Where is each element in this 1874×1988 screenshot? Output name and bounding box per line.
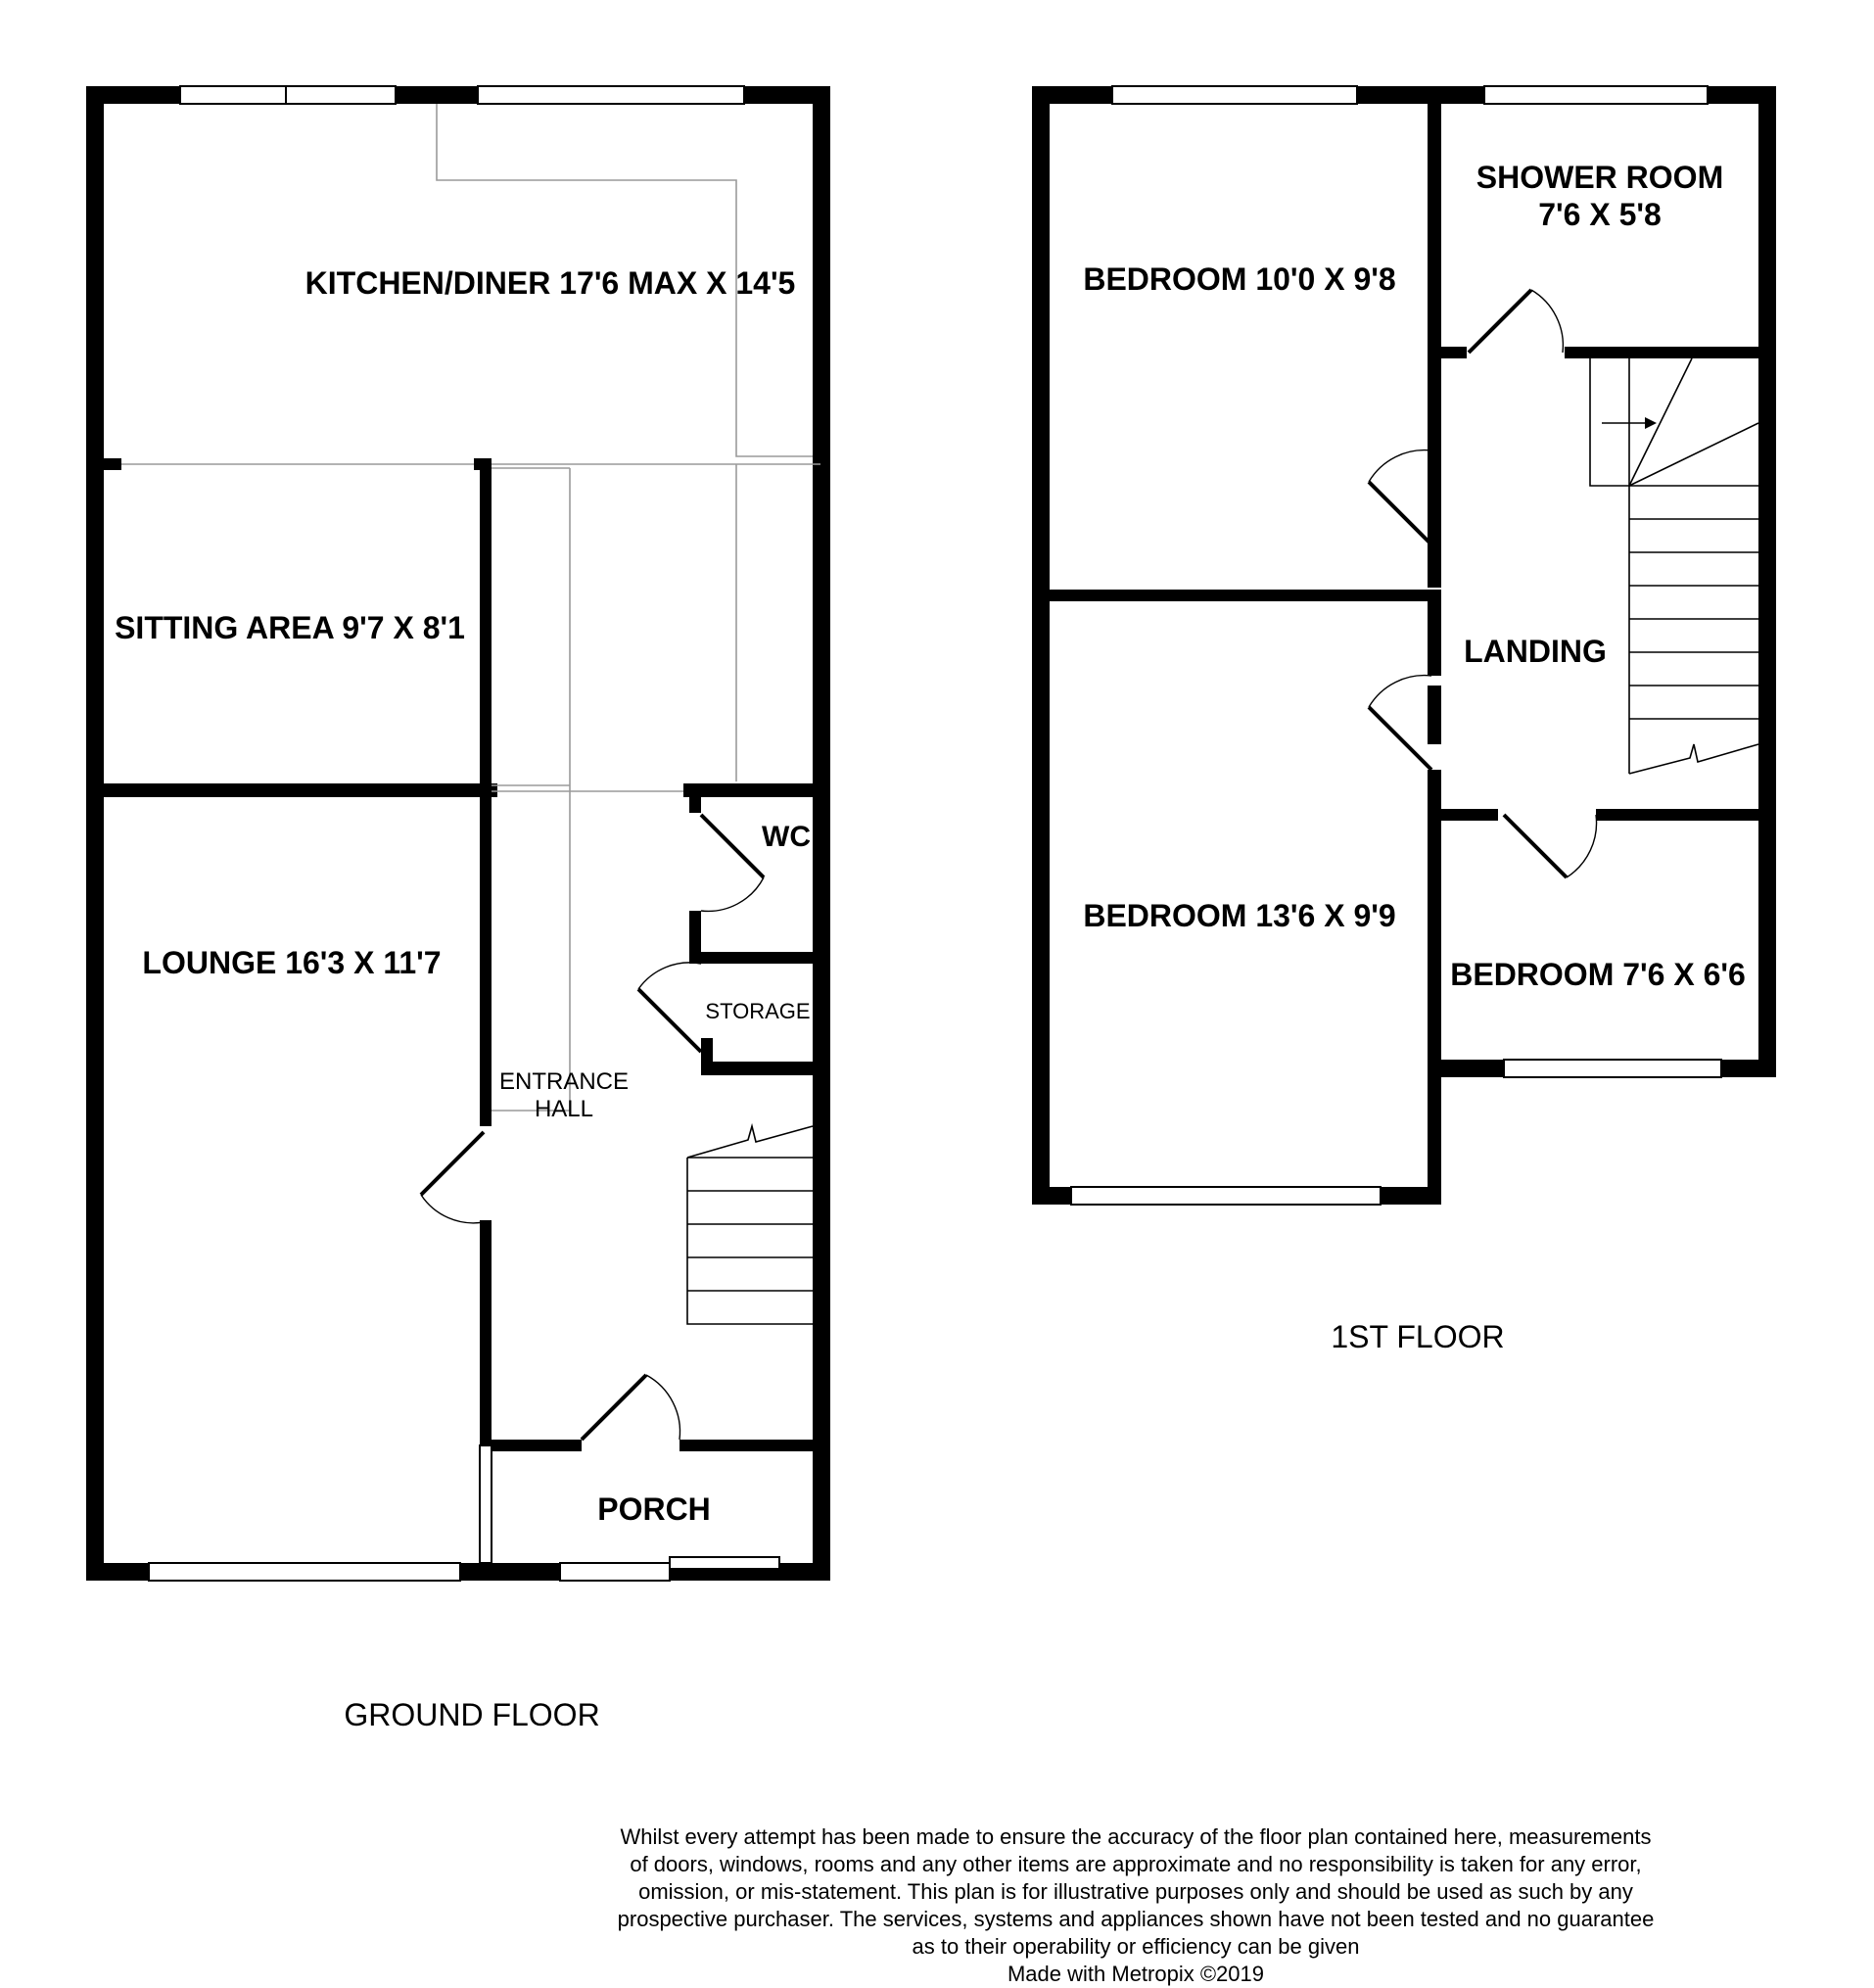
label-first-floor: 1ST FLOOR	[1331, 1319, 1505, 1354]
gf-storage-wall-west	[701, 1038, 713, 1075]
ff-shower-wall-south	[1565, 347, 1758, 358]
gf-wc-door-swing	[701, 877, 764, 911]
label-shower-room: SHOWER ROOM	[1476, 160, 1724, 195]
ff-bedroom1-door	[1369, 482, 1431, 544]
gf-storage-door	[638, 989, 701, 1052]
ff-bed3-wall-west	[1441, 809, 1498, 821]
disclaimer-line: omission, or mis-statement. This plan is for illustrative purposes only and should be used as such by any	[638, 1879, 1633, 1904]
gf-wc-wall-west-upper	[689, 783, 701, 813]
first-floor-plan	[1032, 86, 1776, 1205]
ff-bed1-wall-lower	[1428, 686, 1441, 744]
gf-lounge-door	[421, 1132, 484, 1195]
gf-patio-door-left	[180, 86, 286, 104]
label-bedroom-2: BEDROOM 13'6 X 9'9	[1083, 898, 1396, 933]
gf-patio-door-right	[286, 86, 396, 104]
ff-wall-west	[1032, 86, 1050, 1203]
gf-storage-wall-south	[701, 1062, 822, 1075]
gf-wc-door	[701, 815, 764, 877]
ff-bedroom3-door-swing	[1567, 815, 1597, 877]
label-ground-floor: GROUND FLOOR	[344, 1697, 600, 1732]
gf-porch-wall-stub	[476, 1563, 560, 1581]
ground-floor-plan	[86, 86, 830, 1581]
gf-sitting-wall-east	[480, 464, 492, 797]
ff-shower-door	[1469, 290, 1531, 353]
gf-lounge-window	[149, 1563, 460, 1581]
ff-bedroom1-window	[1112, 86, 1357, 104]
disclaimer-line: as to their operability or efficiency can be given	[912, 1934, 1360, 1959]
label-bedroom-3: BEDROOM 7'6 X 6'6	[1450, 957, 1746, 992]
ff-bedroom2-door-swing	[1369, 676, 1431, 707]
gf-kitchen-window	[478, 86, 744, 104]
gf-porch-side-window	[480, 1445, 492, 1563]
label-wc: WC	[762, 821, 811, 853]
gf-divider-stub-west	[104, 458, 121, 470]
credit: Made with Metropix ©2019	[1007, 1962, 1264, 1986]
label-shower-room-size: 7'6 X 5'8	[1538, 197, 1662, 232]
gf-porch-door-swing	[646, 1375, 679, 1440]
gf-wc-storage-wall	[689, 952, 822, 964]
gf-lounge-wall-east-lower	[480, 1220, 492, 1445]
ff-bed2-wall-upper	[1428, 601, 1441, 676]
label-kitchen-diner: KITCHEN/DINER 17'6 MAX X 14'5	[305, 265, 796, 301]
ff-bedroom3-window	[1504, 1060, 1721, 1077]
gf-front-door-left	[560, 1563, 670, 1581]
ff-bed1-wall-east	[1428, 104, 1441, 558]
gf-front-door-right	[670, 1557, 779, 1569]
ff-bedroom2-door	[1369, 707, 1431, 770]
ff-bedroom1-door-swing	[1369, 450, 1431, 482]
label-bedroom-1: BEDROOM 10'0 X 9'8	[1083, 261, 1396, 297]
ff-wall-step	[1428, 1060, 1441, 1205]
gf-porch-door	[582, 1375, 646, 1440]
label-entrance: ENTRANCE	[498, 1068, 630, 1095]
gf-wc-wall-north	[683, 783, 822, 797]
ff-shower-wall-west-stub	[1441, 347, 1467, 358]
ff-bedroom3-door	[1504, 815, 1567, 877]
label-sitting-area: SITTING AREA 9'7 X 8'1	[115, 610, 465, 645]
gf-lounge-door-swing	[421, 1195, 484, 1223]
label-porch: PORCH	[597, 1491, 711, 1527]
label-landing: LANDING	[1464, 634, 1607, 669]
ff-shower-door-swing	[1531, 290, 1563, 353]
ff-bed2-wall-lower	[1428, 770, 1441, 1064]
disclaimer-line: of doors, windows, rooms and any other items are approximate and no responsibility is taken for any error,	[630, 1852, 1642, 1876]
label-storage: STORAGE	[705, 999, 811, 1023]
ff-bed1-bed2-wall	[1050, 590, 1441, 601]
label-hall: HALL	[534, 1096, 594, 1122]
gf-staircase	[687, 1126, 813, 1324]
gf-porch-wall-east	[679, 1440, 822, 1451]
ff-bedroom2-window	[1071, 1187, 1381, 1205]
ff-staircase	[1590, 358, 1758, 774]
gf-lounge-wall-east-upper	[480, 797, 492, 1126]
disclaimer-line: Whilst every attempt has been made to ensure the accuracy of the floor plan contained here, measurements	[620, 1824, 1652, 1849]
gf-porch-wall-west	[492, 1440, 582, 1451]
gf-wall-west	[86, 86, 104, 1581]
label-lounge: LOUNGE 16'3 X 11'7	[142, 945, 442, 980]
ff-bed3-wall-east	[1596, 809, 1758, 821]
ff-shower-window	[1484, 86, 1708, 104]
ff-wall-east	[1758, 86, 1776, 1077]
gf-lounge-north-wall	[86, 783, 497, 797]
gf-porch-wall-stub-east	[781, 1563, 830, 1581]
gf-wall-east	[813, 86, 830, 1581]
ff-bed1-wall-stub	[1428, 548, 1441, 588]
gf-storage-door-swing	[638, 963, 701, 989]
disclaimer-line: prospective purchaser. The services, systems and appliances shown have not been tested and no guarantee	[617, 1907, 1655, 1931]
disclaimer	[548, 1823, 1723, 1988]
